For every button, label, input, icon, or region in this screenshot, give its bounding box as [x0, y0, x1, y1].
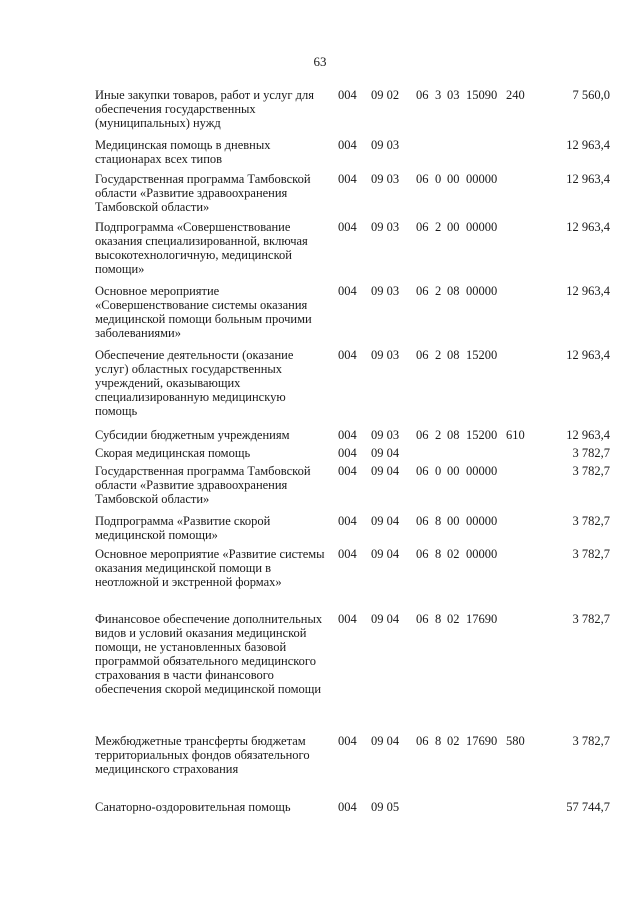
- section-code: 09 03: [371, 220, 400, 234]
- ministry-code: 004: [338, 428, 357, 442]
- amount: 12 963,4: [566, 220, 610, 234]
- direction-code: 00000: [466, 284, 498, 298]
- row-name: Подпрограмма «Развитие скорой медицинской помощи»: [95, 514, 271, 542]
- subprogram-code: 2: [435, 220, 442, 234]
- subprogram-code: 8: [435, 734, 442, 748]
- section-code: 09 05: [371, 800, 400, 814]
- amount: 3 782,7: [572, 446, 610, 460]
- program-code: 06: [416, 428, 429, 442]
- amount: 57 744,7: [566, 800, 610, 814]
- event-code: 08: [447, 284, 460, 298]
- subprogram-code: 2: [435, 284, 442, 298]
- row-name: Медицинская помощь в дневных стационарах всех типов: [95, 138, 271, 166]
- row-name: Государственная программа Тамбовской области «Развитие здравоохранения Тамбовской области»: [95, 464, 311, 506]
- amount: 3 782,7: [572, 612, 610, 626]
- program-code: 06: [416, 284, 429, 298]
- direction-code: 00000: [466, 220, 498, 234]
- row-name: Основное мероприятие «Развитие системы оказания медицинской помощи в неотложной и экстренной формах»: [95, 547, 325, 589]
- event-code: 02: [447, 547, 460, 561]
- row-name: Основное мероприятие «Совершенствование системы оказания медицинской помощи больным прочими заболеваниями»: [95, 284, 312, 340]
- direction-code: 00000: [466, 547, 498, 561]
- subprogram-code: 3: [435, 88, 442, 102]
- program-code: 06: [416, 220, 429, 234]
- event-code: 03: [447, 88, 460, 102]
- subprogram-code: 0: [435, 464, 442, 478]
- amount: 12 963,4: [566, 138, 610, 152]
- amount: 7 560,0: [572, 88, 610, 102]
- amount: 12 963,4: [566, 172, 610, 186]
- section-code: 09 03: [371, 284, 400, 298]
- ministry-code: 004: [338, 446, 357, 460]
- amount: 12 963,4: [566, 348, 610, 362]
- amount: 3 782,7: [572, 547, 610, 561]
- program-code: 06: [416, 88, 429, 102]
- row-name: Подпрограмма «Совершенствование оказания специализированной, включая высокотехнологичную, медицинской помощи»: [95, 220, 308, 276]
- ministry-code: 004: [338, 138, 357, 152]
- subprogram-code: 2: [435, 428, 442, 442]
- expense-type-code: 240: [506, 88, 525, 102]
- page-number: 63: [313, 54, 327, 69]
- direction-code: 15090: [466, 88, 498, 102]
- ministry-code: 004: [338, 612, 357, 626]
- direction-code: 15200: [466, 428, 498, 442]
- event-code: 00: [447, 514, 460, 528]
- program-code: 06: [416, 612, 429, 626]
- ministry-code: 004: [338, 514, 357, 528]
- program-code: 06: [416, 514, 429, 528]
- row-name: Субсидии бюджетным учреждениям: [95, 428, 290, 442]
- event-code: 00: [447, 464, 460, 478]
- section-code: 09 04: [371, 464, 400, 478]
- ministry-code: 004: [338, 220, 357, 234]
- ministry-code: 004: [338, 734, 357, 748]
- program-code: 06: [416, 464, 429, 478]
- row-name: Обеспечение деятельности (оказание услуг) областных государственных учреждений, оказывающих специализированную медицинскую помощь: [95, 348, 294, 418]
- ministry-code: 004: [338, 348, 357, 362]
- direction-code: 15200: [466, 348, 498, 362]
- direction-code: 00000: [466, 464, 498, 478]
- direction-code: 00000: [466, 172, 498, 186]
- section-code: 09 04: [371, 446, 400, 460]
- subprogram-code: 0: [435, 172, 442, 186]
- subprogram-code: 2: [435, 348, 442, 362]
- ministry-code: 004: [338, 800, 357, 814]
- event-code: 08: [447, 348, 460, 362]
- event-code: 08: [447, 428, 460, 442]
- ministry-code: 004: [338, 284, 357, 298]
- direction-code: 00000: [466, 514, 498, 528]
- event-code: 02: [447, 734, 460, 748]
- event-code: 00: [447, 172, 460, 186]
- section-code: 09 04: [371, 734, 400, 748]
- amount: 12 963,4: [566, 284, 610, 298]
- direction-code: 17690: [466, 612, 498, 626]
- section-code: 09 04: [371, 514, 400, 528]
- program-code: 06: [416, 172, 429, 186]
- section-code: 09 02: [371, 88, 400, 102]
- program-code: 06: [416, 734, 429, 748]
- ministry-code: 004: [338, 464, 357, 478]
- subprogram-code: 8: [435, 514, 442, 528]
- section-code: 09 04: [371, 612, 400, 626]
- amount: 3 782,7: [572, 734, 610, 748]
- program-code: 06: [416, 348, 429, 362]
- amount: 12 963,4: [566, 428, 610, 442]
- event-code: 00: [447, 220, 460, 234]
- row-name: Межбюджетные трансферты бюджетам территориальных фондов обязательного медицинского страхования: [95, 734, 310, 776]
- expense-type-code: 580: [506, 734, 525, 748]
- section-code: 09 03: [371, 428, 400, 442]
- program-code: 06: [416, 547, 429, 561]
- amount: 3 782,7: [572, 514, 610, 528]
- section-code: 09 03: [371, 172, 400, 186]
- ministry-code: 004: [338, 172, 357, 186]
- direction-code: 17690: [466, 734, 498, 748]
- row-name: Государственная программа Тамбовской области «Развитие здравоохранения Тамбовской области»: [95, 172, 311, 214]
- ministry-code: 004: [338, 88, 357, 102]
- row-name: Финансовое обеспечение дополнительных видов и условий оказания медицинской помощи, не установленных базовой программой обязательного медицинского страхования в части финансового обеспечения скорой медицинской помощи: [95, 612, 323, 696]
- subprogram-code: 8: [435, 612, 442, 626]
- amount: 3 782,7: [572, 464, 610, 478]
- expense-type-code: 610: [506, 428, 525, 442]
- section-code: 09 03: [371, 348, 400, 362]
- row-name: Скорая медицинская помощь: [95, 446, 251, 460]
- section-code: 09 04: [371, 547, 400, 561]
- row-name: Иные закупки товаров, работ и услуг для обеспечения государственных (муниципальных) нужд: [95, 88, 315, 130]
- ministry-code: 004: [338, 547, 357, 561]
- section-code: 09 03: [371, 138, 400, 152]
- event-code: 02: [447, 612, 460, 626]
- row-name: Санаторно-оздоровительная помощь: [95, 800, 291, 814]
- subprogram-code: 8: [435, 547, 442, 561]
